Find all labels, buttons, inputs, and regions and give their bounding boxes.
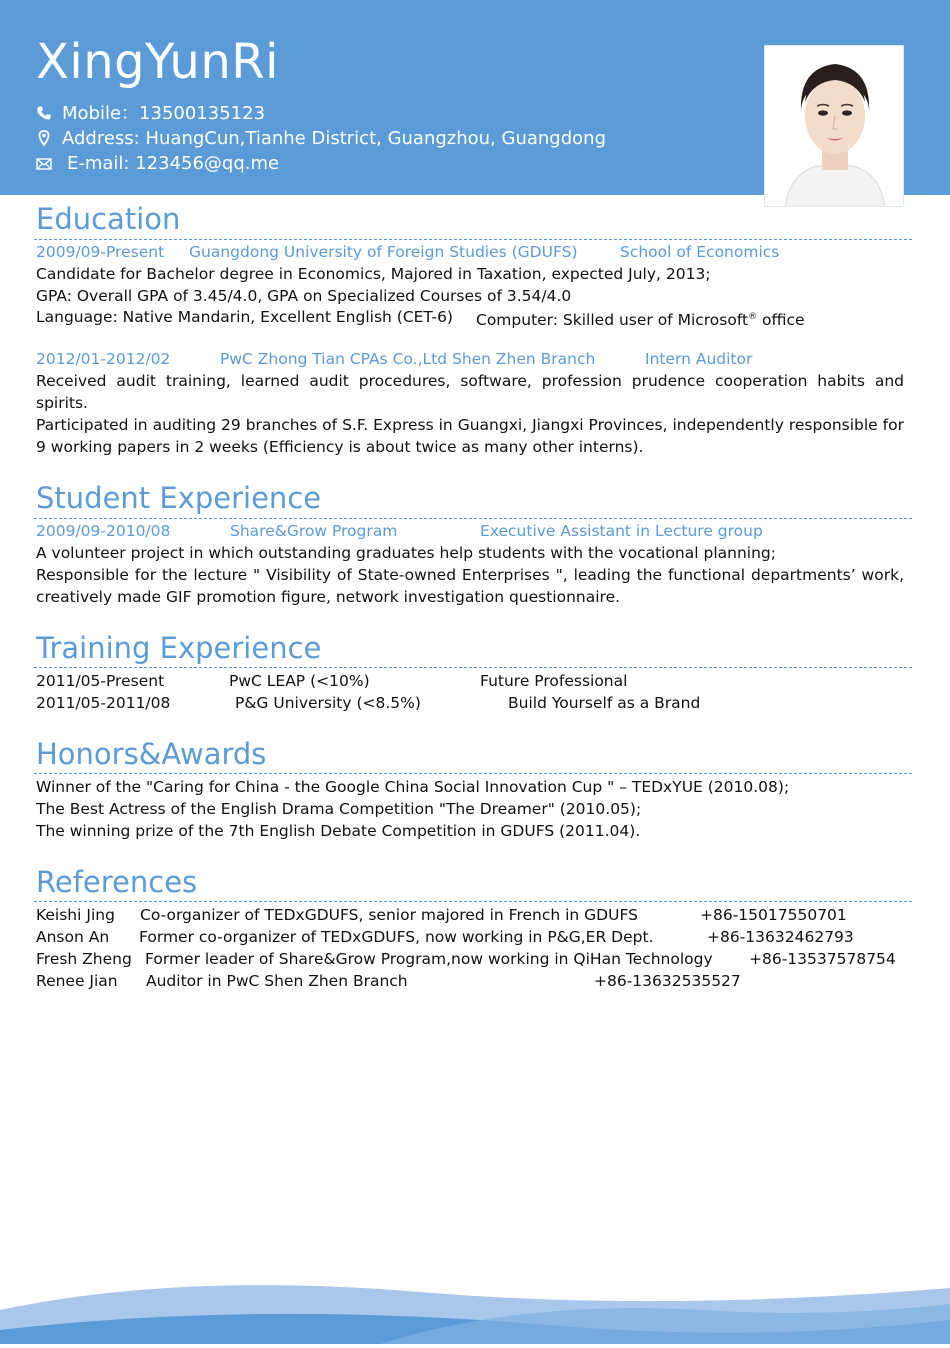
section-divider (34, 901, 912, 902)
computer-text: Computer: Skilled user of Microsoft (476, 311, 749, 330)
contact-address (36, 128, 606, 150)
student-desc-1: A volunteer project in which outstanding graduates help students with the vocational planning; (36, 544, 776, 562)
education-gpa: GPA: Overall GPA of 3.45/4.0, GPA on Specialized Courses of 3.54/4.0 (36, 287, 572, 305)
section-divider (34, 773, 912, 774)
candidate-name: XingYunRi (36, 34, 279, 90)
training-result: Future Professional (480, 672, 628, 690)
section-divider (34, 667, 912, 668)
internship-company: PwC Zhong Tian CPAs Co.,Ltd Shen Zhen Branch (220, 350, 596, 368)
education-faculty: School of Economics (620, 243, 780, 261)
reference-phone: +86-13632462793 (707, 928, 854, 946)
section-title-honors: Honors&Awards (36, 737, 267, 771)
reference-desc: Co-organizer of TEDxGDUFS, senior majored in French in GDUFS (140, 906, 638, 924)
education-degree: Candidate for Bachelor degree in Economics, Majored in Taxation, expected July, 2013; (36, 265, 711, 283)
reference-phone: +86-13537578754 (749, 950, 896, 968)
internship-desc-1: Received audit training, learned audit procedures, software, profession prudence cooperation habits and spirits. (36, 372, 904, 412)
address-text: Address: HuangCun,Tianhe District, Guangzhou, Guangdong (62, 128, 606, 149)
email-text: E-mail: 123456@qq.me (67, 153, 280, 174)
mobile-text: Mobile：13500135123 (62, 103, 266, 124)
internship-desc-2: Participated in auditing 29 branches of S.F. Express in Guangxi, Jiangxi Provinces, independently responsible for 9 working papers in 2 weeks (Efficiency is about twice as many other interns). (36, 416, 904, 456)
education-language: Language: Native Mandarin, Excellent English (CET-6) (36, 308, 453, 326)
mail-icon (36, 155, 52, 171)
training-program: P&G University (<8.5%) (235, 694, 421, 712)
training-program: PwC LEAP (<10%) (229, 672, 370, 690)
reference-desc: Auditor in PwC Shen Zhen Branch (146, 972, 408, 990)
reference-phone: +86-15017550701 (700, 906, 847, 924)
contact-email (36, 153, 279, 175)
reference-phone: +86-13632535527 (594, 972, 741, 990)
education-computer (476, 306, 805, 331)
profile-photo (764, 45, 904, 207)
reference-name: Renee Jian (36, 972, 118, 990)
internship-date: 2012/01-2012/02 (36, 350, 171, 368)
training-result: Build Yourself as a Brand (508, 694, 701, 712)
student-program: Share&Grow Program (230, 522, 398, 540)
student-date: 2009/09-2010/08 (36, 522, 171, 540)
contact-mobile (36, 103, 265, 125)
registered-mark: ® (748, 312, 758, 322)
section-title-references: References (36, 865, 198, 899)
reference-desc: Former co-organizer of TEDxGDUFS, now working in P&G,ER Dept. (139, 928, 654, 946)
education-school: Guangdong University of Foreign Studies (GDUFS) (189, 243, 578, 261)
footer-waves (0, 1270, 950, 1344)
training-date: 2011/05-2011/08 (36, 694, 171, 712)
section-title-education: Education (36, 202, 181, 236)
honor-item: The winning prize of the 7th English Debate Competition in GDUFS (2011.04). (36, 822, 641, 840)
computer-text-end: office (757, 311, 805, 330)
section-title-student: Student Experience (36, 481, 322, 515)
phone-icon (36, 105, 52, 121)
honor-item: Winner of the "Caring for China - the Google China Social Innovation Cup " – TEDxYUE (2010.08); (36, 778, 790, 796)
reference-name: Keishi Jing (36, 906, 115, 924)
section-title-training: Training Experience (36, 631, 322, 665)
reference-name: Anson An (36, 928, 110, 946)
student-desc-2: Responsible for the lecture " Visibility of State-owned Enterprises ", leading the functional departments’ work, creatively made GIF promotion figure, network investigation questionnaire. (36, 566, 904, 606)
student-role: Executive Assistant in Lecture group (480, 522, 763, 540)
honor-item: The Best Actress of the English Drama Competition "The Dreamer" (2010.05); (36, 800, 642, 818)
section-divider (34, 239, 912, 240)
reference-name: Fresh Zheng (36, 950, 132, 968)
reference-desc: Former leader of Share&Grow Program,now working in QiHan Technology (145, 950, 713, 968)
internship-role: Intern Auditor (645, 350, 753, 368)
education-date: 2009/09-Present (36, 243, 165, 261)
training-date: 2011/05-Present (36, 672, 165, 690)
section-divider (34, 518, 912, 519)
location-icon (36, 130, 52, 146)
